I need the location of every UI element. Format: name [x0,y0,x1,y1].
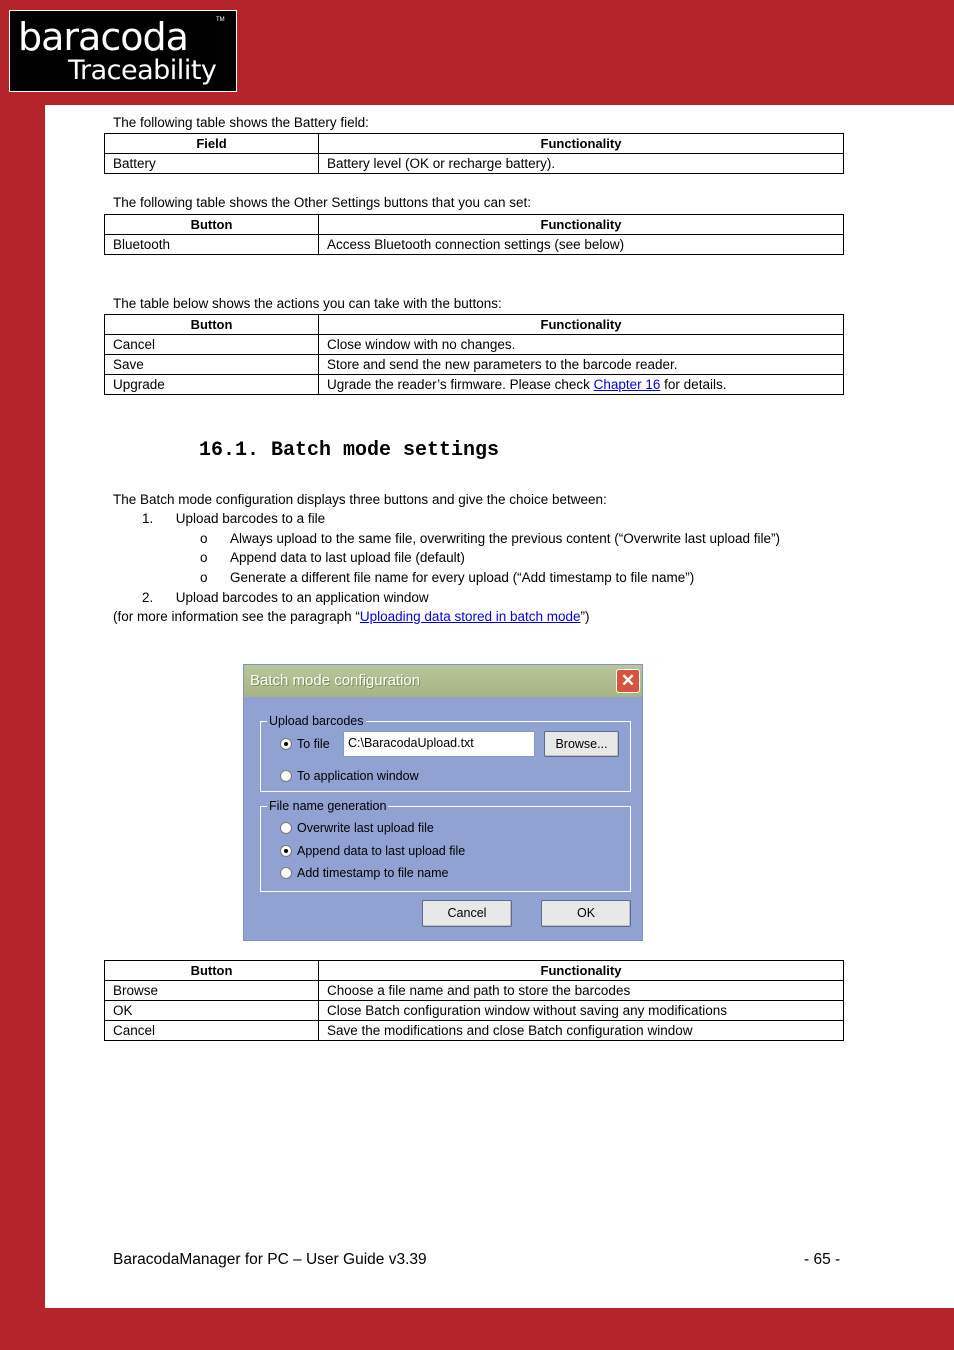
upgrade-text-pre: Ugrade the reader’s firmware. Please check [327,376,594,392]
radio-selected-icon [280,845,292,857]
other-settings-table [104,214,844,255]
table-row [105,375,844,395]
cancel-button[interactable]: Cancel [422,900,512,927]
table-cell: Cancel [105,1021,319,1041]
table-cell: Access Bluetooth connection settings (see below) [319,235,844,255]
page-number: - 65 - [804,1251,841,1268]
table-row [105,235,844,255]
dialog-title: Batch mode configuration [250,672,421,689]
radio-label: To file [297,737,330,751]
table-cell: Save [105,355,319,375]
table-cell: Save the modifications and close Batch configuration window [319,1021,844,1041]
append-radio[interactable] [280,843,465,859]
table-row [105,335,844,355]
ok-button[interactable]: OK [541,900,631,927]
radio-label: Append data to last upload file [297,844,466,858]
dialog-title-bar [244,665,642,697]
radio-icon [280,867,292,879]
radio-icon [280,822,292,834]
close-icon[interactable]: ✕ [616,669,640,693]
logo-brand: baracoda [18,15,188,59]
table-row [105,154,844,174]
overwrite-radio[interactable] [280,820,434,836]
list-item: 1. Upload barcodes to a file [142,511,326,526]
actions-table [104,314,844,395]
timestamp-radio[interactable] [280,865,448,881]
table-cell: Cancel [105,335,319,355]
battery-intro: The following table shows the Battery field: [113,115,369,130]
table-cell: Battery level (OK or recharge battery). [319,154,844,174]
table-cell: Battery [105,154,319,174]
table-cell: Close Batch configuration window without saving any modifications [319,1001,844,1021]
actions-intro: The table below shows the actions you can take with the buttons: [113,296,502,311]
section-heading: 16.1. Batch mode settings [199,439,500,462]
to-app-radio[interactable] [280,768,419,784]
uploading-data-link[interactable]: Uploading data stored in batch mode [359,609,581,624]
table-cell: Bluetooth [105,235,319,255]
table-cell [319,375,844,395]
radio-label: Overwrite last upload file [297,821,434,835]
to-file-radio[interactable] [280,736,330,752]
table-row [105,1021,844,1041]
radio-label: To application window [297,769,419,783]
other-intro: The following table shows the Other Settings buttons that you can set: [113,195,531,210]
logo-sub: Traceability [68,55,217,86]
dialog-buttons-table [104,960,844,1041]
batch-intro: The Batch mode configuration displays three buttons and give the choice between: [113,492,607,507]
browse-button[interactable]: Browse... [544,731,619,757]
table-header: Button [105,215,319,235]
table-header: Button [105,315,319,335]
battery-table [104,133,844,174]
list-subitem: o Generate a different file name for every upload (“Add timestamp to file name”) [200,570,695,585]
radio-label: Add timestamp to file name [297,866,449,880]
group-label: File name generation [269,799,387,813]
table-cell: OK [105,1001,319,1021]
batch-mode-dialog [243,664,643,941]
table-header: Functionality [319,961,844,981]
table-cell: Upgrade [105,375,319,395]
table-header: Field [105,134,319,154]
table-cell: Browse [105,981,319,1001]
table-row [105,981,844,1001]
logo-tm: TM [216,17,225,23]
page [45,105,954,1308]
baracoda-logo [9,10,237,92]
chapter-16-link[interactable]: Chapter 16 [593,376,661,392]
table-cell: Close window with no changes. [319,335,844,355]
table-row [105,355,844,375]
table-header: Functionality [319,315,844,335]
table-cell: Choose a file name and path to store the barcodes [319,981,844,1001]
footer-title: BaracodaManager for PC – User Guide v3.39 [113,1251,427,1268]
table-header: Functionality [319,134,844,154]
table-header: Button [105,961,319,981]
list-item: 2. Upload barcodes to an application window [142,590,429,605]
list-subitem: o Always upload to the same file, overwriting the previous content (“Overwrite last upload file”) [200,531,781,546]
file-path-input[interactable]: C:\BaracodaUpload.txt [343,731,535,757]
table-header: Functionality [319,215,844,235]
table-row [105,1001,844,1021]
table-cell: Store and send the new parameters to the barcode reader. [319,355,844,375]
radio-selected-icon [280,738,292,750]
more-info-pre: (for more information see the paragraph “ [113,609,360,624]
more-info [113,608,590,626]
group-label: Upload barcodes [269,714,364,728]
list-subitem: o Append data to last upload file (default) [200,550,465,565]
more-info-post: ”) [580,609,590,624]
upgrade-text-post: for details. [660,376,727,392]
radio-icon [280,770,292,782]
